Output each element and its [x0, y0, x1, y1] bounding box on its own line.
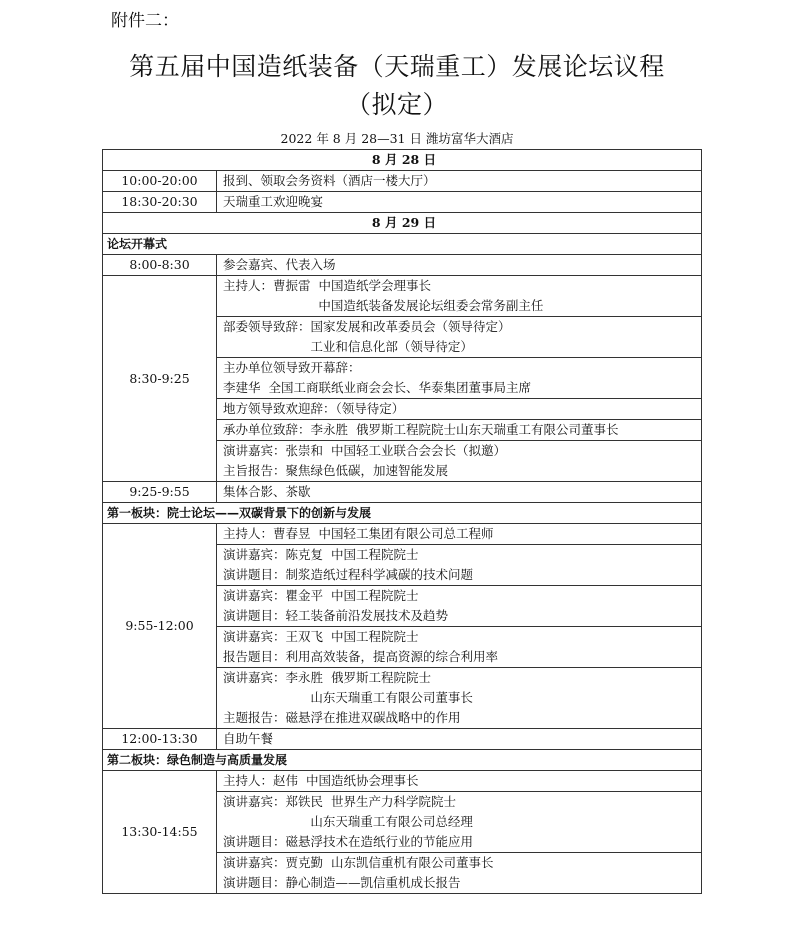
section-heading: 第一板块：院士论坛——双碳背景下的创新与发展 — [103, 503, 702, 524]
info-line: 集体合影、茶歇 — [223, 484, 311, 499]
time-cell: 8:30-9:25 — [103, 276, 217, 482]
info-cell — [217, 358, 702, 399]
document-subtitle: （拟定） — [345, 90, 448, 119]
attachment-label: 附件二： — [111, 11, 179, 31]
info-line: 演讲嘉宾：王双飞 中国工程院院士 — [223, 629, 419, 644]
agenda-row — [103, 171, 702, 192]
section-heading: 第二板块：绿色制造与高质量发展 — [103, 750, 702, 771]
section-heading: 论坛开幕式 — [103, 234, 702, 255]
info-line: 演讲嘉宾：瞿金平 中国工程院院士 — [223, 588, 419, 603]
info-cell — [217, 441, 702, 482]
info-line: 山东天瑞重工有限公司董事长 — [223, 690, 473, 705]
agenda-subrow — [103, 276, 702, 317]
info-line: 山东天瑞重工有限公司总经理 — [223, 814, 473, 829]
info-cell — [217, 420, 702, 441]
info-cell — [217, 399, 702, 420]
info-cell — [217, 482, 702, 503]
info-line: 中国造纸装备发展论坛组委会常务副主任 — [223, 298, 544, 313]
info-line: 演讲嘉宾：郑铁民 世界生产力科学院院士 — [223, 794, 456, 809]
date-row — [103, 150, 702, 171]
info-line: 主办单位领导致开幕辞： — [223, 360, 361, 375]
info-cell — [217, 853, 702, 894]
info-cell — [217, 255, 702, 276]
info-cell — [217, 729, 702, 750]
time-cell: 12:00-13:30 — [103, 729, 217, 750]
info-cell — [217, 627, 702, 668]
agenda-row — [103, 255, 702, 276]
agenda-row — [103, 482, 702, 503]
info-line: 演讲题目：制浆造纸过程科学减碳的技术问题 — [223, 567, 474, 582]
info-cell — [217, 171, 702, 192]
info-line: 主持人：赵伟 中国造纸协会理事长 — [223, 773, 419, 788]
info-cell — [217, 792, 702, 853]
time-cell: 13:30-14:55 — [103, 771, 217, 894]
info-line: 演讲嘉宾：贾克勤 山东凯信重机有限公司董事长 — [223, 855, 494, 870]
time-cell: 8:00-8:30 — [103, 255, 217, 276]
info-cell — [217, 276, 702, 317]
info-line: 部委领导致辞：国家发展和改革委员会（领导待定） — [223, 319, 511, 334]
info-line: 主持人：曹春昱 中国轻工集团有限公司总工程师 — [223, 526, 494, 541]
info-line: 演讲嘉宾：李永胜 俄罗斯工程院院士 — [223, 670, 431, 685]
info-line: 演讲嘉宾：陈克复 中国工程院院士 — [223, 547, 419, 562]
section-row — [103, 234, 702, 255]
agenda-row — [103, 192, 702, 213]
info-line: 演讲题目：磁悬浮技术在造纸行业的节能应用 — [223, 834, 474, 849]
info-line: 承办单位致辞：李永胜 俄罗斯工程院院士山东天瑞重工有限公司董事长 — [223, 422, 619, 437]
date-heading: 8 月 29 日 — [103, 213, 702, 234]
info-line: 演讲题目：轻工装备前沿发展技术及趋势 — [223, 608, 449, 623]
info-cell — [217, 545, 702, 586]
info-line: 李建华 全国工商联纸业商会会长、华泰集团董事局主席 — [223, 380, 531, 395]
date-venue-line: 2022 年 8 月 28—31 日 潍坊富华大酒店 — [280, 131, 514, 146]
info-line: 参会嘉宾、代表入场 — [223, 257, 336, 272]
agenda-row — [103, 729, 702, 750]
info-line: 地方领导致欢迎辞：（领导待定） — [223, 401, 405, 416]
time-cell: 10:00-20:00 — [103, 171, 217, 192]
info-line: 自助午餐 — [223, 731, 274, 746]
section-row — [103, 750, 702, 771]
info-line: 报告题目：利用高效装备，提高资源的综合利用率 — [223, 649, 499, 664]
info-line: 报到、领取会务资料（酒店一楼大厅） — [223, 173, 436, 188]
date-row — [103, 213, 702, 234]
info-cell — [217, 317, 702, 358]
time-cell: 9:25-9:55 — [103, 482, 217, 503]
info-cell — [217, 192, 702, 213]
time-cell: 18:30-20:30 — [103, 192, 217, 213]
agenda-subrow — [103, 524, 702, 545]
info-line: 演讲题目：静心制造——凯信重机成长报告 — [223, 875, 461, 890]
agenda-subrow — [103, 771, 702, 792]
info-line: 天瑞重工欢迎晚宴 — [223, 194, 324, 209]
info-cell — [217, 586, 702, 627]
info-line: 主持人：曹振雷 中国造纸学会理事长 — [223, 278, 431, 293]
info-cell — [217, 524, 702, 545]
agenda-table — [102, 149, 702, 894]
info-line: 工业和信息化部（领导待定） — [223, 339, 473, 354]
info-line: 演讲嘉宾：张崇和 中国轻工业联合会会长（拟邀） — [223, 443, 506, 458]
document-title: 第五届中国造纸装备（天瑞重工）发展论坛议程 — [129, 52, 665, 81]
info-cell — [217, 771, 702, 792]
time-cell: 9:55-12:00 — [103, 524, 217, 729]
info-line: 主旨报告：聚焦绿色低碳，加速智能发展 — [223, 463, 449, 478]
date-heading: 8 月 28 日 — [103, 150, 702, 171]
section-row — [103, 503, 702, 524]
info-cell — [217, 668, 702, 729]
info-line: 主题报告：磁悬浮在推进双碳战略中的作用 — [223, 710, 461, 725]
